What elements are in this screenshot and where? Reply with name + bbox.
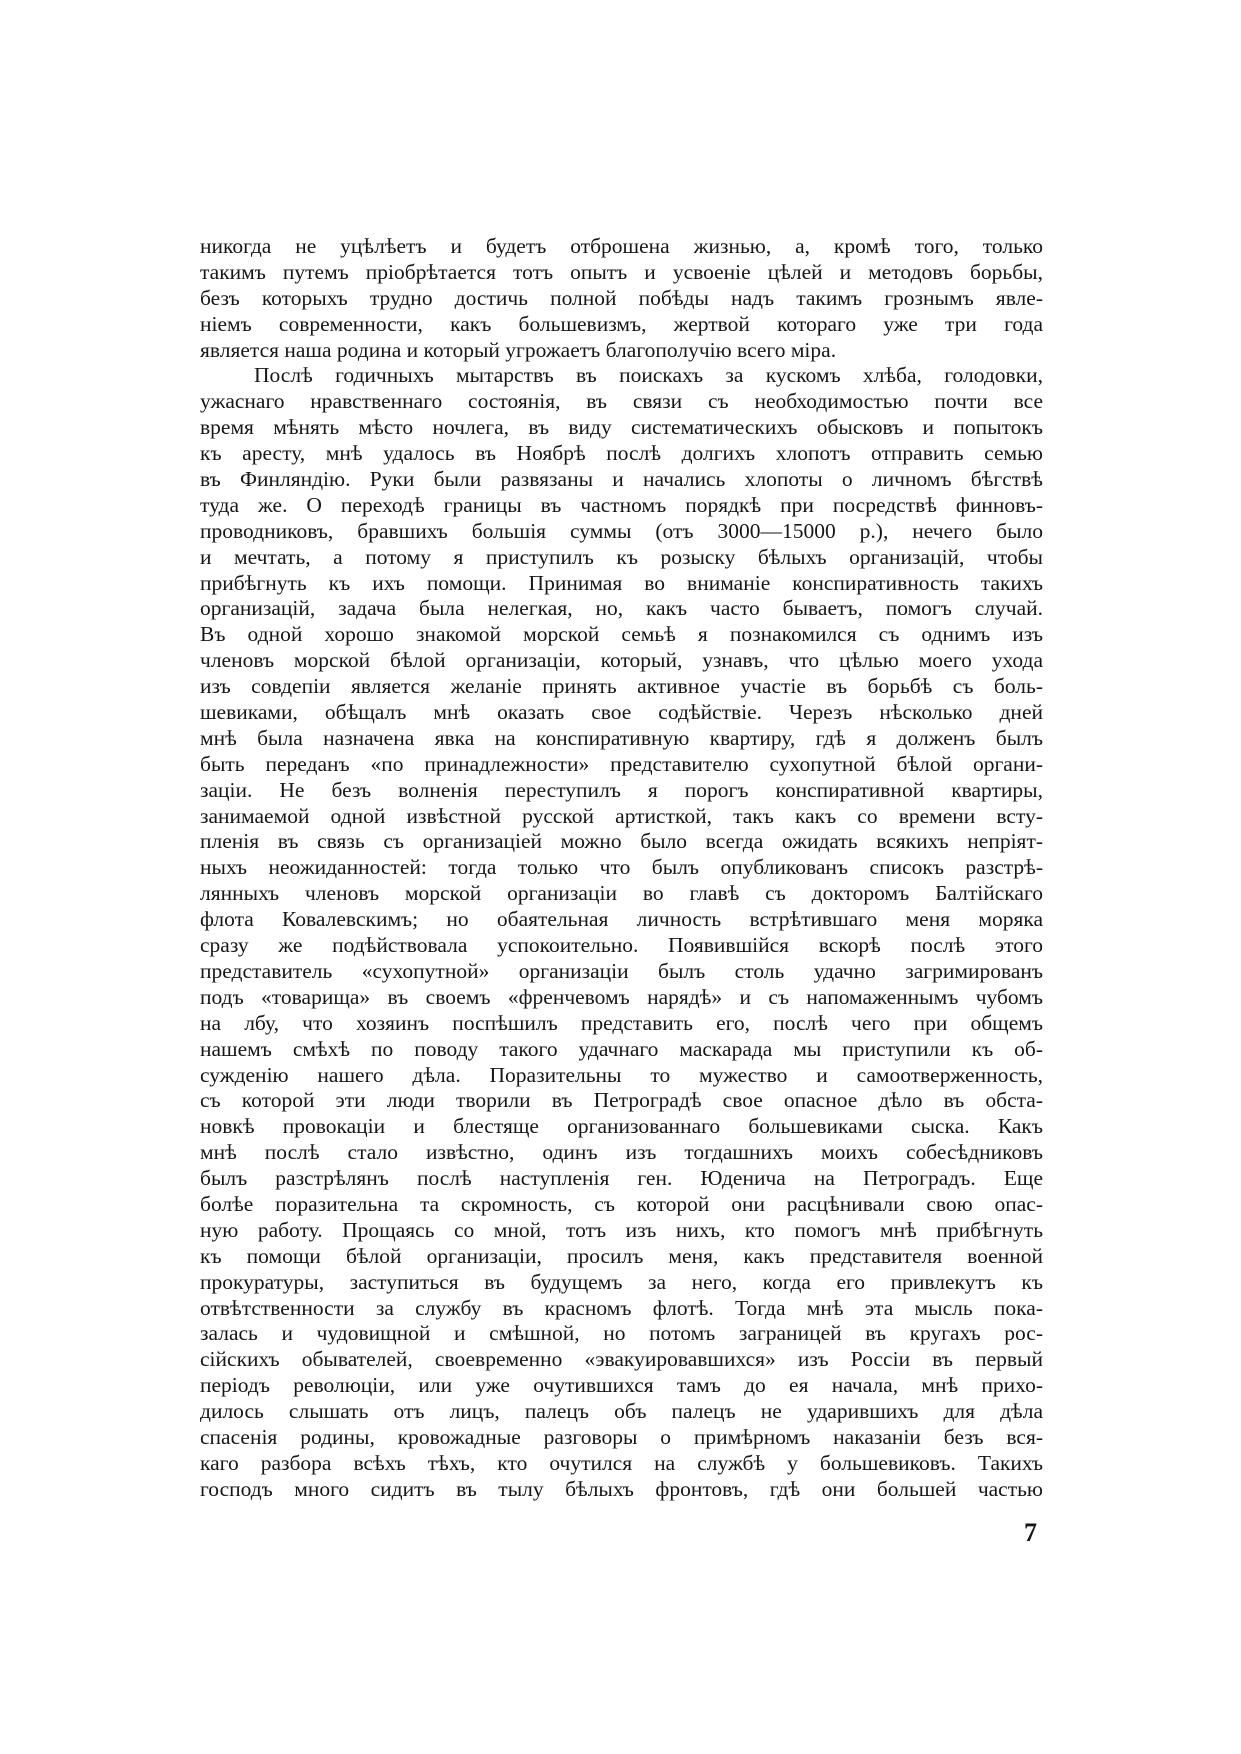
text-line: флота Ковалевскимъ; но обаятельная личность встрѣтившаго меня моряка (200, 907, 1043, 932)
text-line: членовъ морской бѣлой организаціи, который, узнавъ, что цѣлью моего ухода (200, 648, 1043, 673)
text-line: ужаснаго нравственнаго состоянія, въ связи съ необходимостью почти все (200, 389, 1043, 414)
text-line: сужденію нашего дѣла. Поразительны то мужество и самоотверженность, (200, 1062, 1043, 1087)
text-line: быть переданъ «по принадлежности» представителю сухопутной бѣлой органи- (200, 751, 1043, 776)
text-line: залась и чудовищной и смѣшной, но потомъ заграницей въ кругахъ рос- (200, 1321, 1043, 1346)
text-line: заціи. Не безъ волненія переступилъ я порогъ конспиративной квартиры, (200, 777, 1043, 802)
text-line: никогда не уцѣлѣетъ и будетъ отброшена жизнью, а, кромѣ того, только (200, 234, 1043, 258)
text-line: господъ много сидитъ въ тылу бѣлыхъ фронтовъ, гдѣ они большей частью (200, 1476, 1043, 1501)
text-line: сразу же подѣйствовала успокоительно. Появившійся вскорѣ послѣ этого (200, 933, 1043, 958)
text-line: занимаемой одной извѣстной русской артисткой, такъ какъ со времени всту- (200, 803, 1043, 828)
text-line: время мѣнять мѣсто ночлега, въ виду систематическихъ обысковъ и попытокъ (200, 415, 1043, 440)
text-line: прибѣгнуть къ ихъ помощи. Принимая во вниманіе конспиративность такихъ (200, 570, 1043, 595)
text-line: къ аресту, мнѣ удалось въ Ноябрѣ послѣ долгихъ хлопотъ отправить семью (200, 441, 1043, 466)
text-line: на лбу, что хозяинъ поспѣшилъ представить его, послѣ чего при общемъ (200, 1010, 1043, 1035)
text-line: въ Финляндію. Руки были развязаны и начались хлопоты о личномъ бѣгствѣ (200, 467, 1043, 492)
text-line: періодъ революціи, или уже очутившихся тамъ до ея начала, мнѣ прихо- (200, 1373, 1043, 1398)
text-line: лянныхъ членовъ морской организаціи во главѣ съ докторомъ Балтійскаго (200, 881, 1043, 906)
text-line: ніемъ современности, какъ большевизмъ, жертвой котораго уже три года (200, 311, 1043, 336)
paragraph-first-line: Послѣ годичныхъ мытарствъ въ поискахъ за кускомъ хлѣба, голодовки, (254, 363, 1043, 388)
text-line: съ которой эти люди творили въ Петроградѣ свое опасное дѣло въ обста- (200, 1088, 1043, 1113)
text-line: сійскихъ обывателей, своевременно «эвакуировавшихся» изъ Россіи въ первый (200, 1347, 1043, 1372)
text-line: прокуратуры, заступиться въ будущемъ за него, когда его привлекутъ къ (200, 1269, 1043, 1294)
text-line: Въ одной хорошо знакомой морской семьѣ я познакомился съ однимъ изъ (200, 622, 1043, 647)
text-line: спасенія родины, кровожадные разговоры о примѣрномъ наказаніи безъ вся- (200, 1424, 1043, 1449)
body-text (200, 234, 1043, 1503)
text-line: подъ «товарища» въ своемъ «френчевомъ нарядѣ» и съ напомаженнымъ чубомъ (200, 984, 1043, 1009)
page-number: 7 (1024, 1518, 1037, 1547)
text-line: изъ совдепіи является желаніе принять активное участіе въ борьбѣ съ боль- (200, 674, 1043, 699)
text-line: мнѣ была назначена явка на конспиративную квартиру, гдѣ я долженъ былъ (200, 725, 1043, 750)
text-line: такимъ путемъ пріобрѣтается тотъ опытъ и усвоеніе цѣлей и методовъ борьбы, (200, 259, 1043, 284)
text-line: мнѣ послѣ стало извѣстно, одинъ изъ тогдашнихъ моихъ собесѣдниковъ (200, 1140, 1043, 1165)
text-line: представитель «сухопутной» организаціи былъ столь удачно загримированъ (200, 958, 1043, 983)
text-line: и мечтать, а потому я приступилъ къ розыску бѣлыхъ организацій, чтобы (200, 544, 1043, 569)
text-line: пленія въ связь съ организаціей можно было всегда ожидать всякихъ непріят- (200, 829, 1043, 854)
text-line: новкѣ провокаціи и блестяще организованнаго большевиками сыска. Какъ (200, 1114, 1043, 1139)
text-line: организацій, задача была нелегкая, но, какъ часто бываетъ, помогъ случай. (200, 596, 1043, 621)
text-line: дилось слышать отъ лицъ, палецъ объ палецъ не ударившихъ для дѣла (200, 1399, 1043, 1424)
text-line: туда же. О переходѣ границы въ частномъ порядкѣ при посредствѣ финновъ- (200, 492, 1043, 517)
text-line: шевиками, обѣщалъ мнѣ оказать свое содѣйствіе. Черезъ нѣсколько дней (200, 700, 1043, 725)
text-line: безъ которыхъ трудно достичь полной побѣды надъ такимъ грознымъ явле- (200, 285, 1043, 310)
text-line: къ помощи бѣлой организаціи, просилъ меня, какъ представителя военной (200, 1243, 1043, 1268)
text-line: проводниковъ, бравшихъ большія суммы (отъ 3000—15000 р.), нечего было (200, 518, 1043, 543)
text-line: болѣе поразительна та скромность, съ которой они расцѣнивали свою опас- (200, 1191, 1043, 1216)
text-line: каго разбора всѣхъ тѣхъ, кто очутился на службѣ у большевиковъ. Такихъ (200, 1450, 1043, 1475)
text-line: ныхъ неожиданностей: тогда только что былъ опубликованъ списокъ разстрѣ- (200, 855, 1043, 880)
text-line: ную работу. Прощаясь со мной, тотъ изъ нихъ, кто помогъ мнѣ прибѣгнуть (200, 1217, 1043, 1242)
text-line: является наша родина и который угрожаетъ благополучію всего міра. (200, 337, 837, 362)
text-line: отвѣтственности за службу въ красномъ флотѣ. Тогда мнѣ эта мысль пока- (200, 1295, 1043, 1320)
text-line: нашемъ смѣхѣ по поводу такого удачнаго маскарада мы приступили къ об- (200, 1036, 1043, 1061)
text-line: былъ разстрѣлянъ послѣ наступленія ген. Юденича на Петроградъ. Еще (200, 1166, 1043, 1191)
